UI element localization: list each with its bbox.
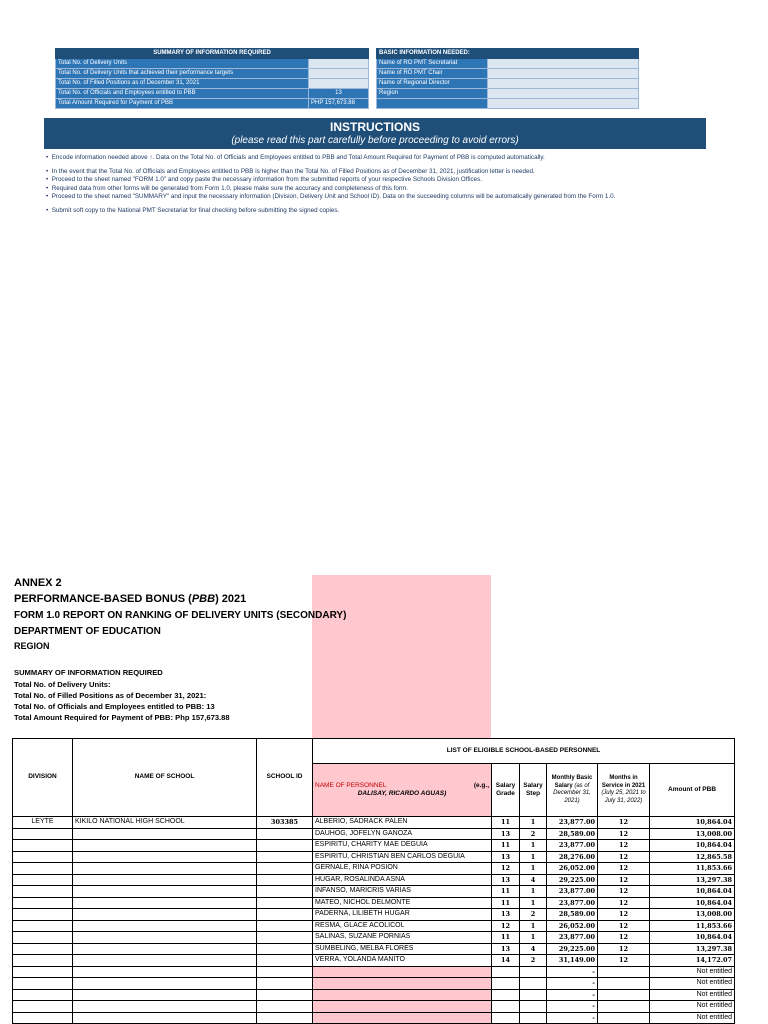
cell-salary-step[interactable] [520, 989, 547, 1001]
col-header-salary-grade: Salary Grade [492, 764, 520, 817]
col-header-salary-step: Salary Step [520, 764, 547, 817]
department-title: DEPARTMENT OF EDUCATION [14, 626, 161, 637]
cell-school-id[interactable] [257, 943, 313, 955]
cell-monthly-salary[interactable]: 23,877.00 [547, 817, 598, 829]
summary-row [56, 99, 369, 109]
basic-info-row [377, 89, 639, 99]
instruction-item: • Encode information needed above ↑. Data on the Total No. of Officials and Employees entitled to PBB and Total Amount Required for Payment of PBB is computed automatically. [46, 154, 545, 161]
cell-monthly-salary[interactable]: 26,052.00 [547, 920, 598, 932]
cell-personnel-name[interactable]: GERNALE, RINA POSION [313, 863, 492, 875]
cell-school[interactable] [73, 863, 257, 875]
cell-school-id[interactable] [257, 874, 313, 886]
cell-salary-step[interactable]: 4 [520, 943, 547, 955]
cell-salary-grade[interactable]: 11 [492, 840, 520, 852]
cell-personnel-name[interactable]: RESMA, GLACE ACOLICOL [313, 920, 492, 932]
cell-monthly-salary[interactable]: - [547, 978, 598, 990]
cell-monthly-salary[interactable]: 23,877.00 [547, 886, 598, 898]
cell-monthly-salary[interactable]: 31,149.00 [547, 955, 598, 967]
cell-months-service[interactable]: 12 [598, 828, 650, 840]
cell-amount[interactable]: Not entitled [650, 978, 735, 990]
cell-salary-grade[interactable]: 11 [492, 886, 520, 898]
cell-school-id[interactable] [257, 886, 313, 898]
cell-division[interactable] [13, 897, 73, 909]
cell-amount[interactable]: 13,297.38 [650, 874, 735, 886]
summary-text-line: Total No. of Officials and Employees entitled to PBB: 13 [14, 702, 215, 711]
cell-monthly-salary[interactable]: 23,877.00 [547, 840, 598, 852]
cell-school[interactable] [73, 851, 257, 863]
summary-label: Total Amount Required for Payment of PBB [56, 99, 309, 109]
annex-label: ANNEX 2 [14, 577, 62, 589]
table-row [13, 978, 735, 990]
summary-value: 13 [309, 89, 369, 99]
cell-months-service[interactable] [598, 978, 650, 990]
cell-division[interactable] [13, 1001, 73, 1013]
cell-amount[interactable]: 13,297.38 [650, 943, 735, 955]
col-header-school-id: SCHOOL ID [257, 739, 313, 817]
table-row [13, 955, 735, 967]
cell-personnel-name[interactable] [313, 978, 492, 990]
cell-division[interactable] [13, 863, 73, 875]
cell-personnel-name[interactable]: VERRA, YOLANDA MANITO [313, 955, 492, 967]
cell-school-id[interactable] [257, 932, 313, 944]
basic-info-label: Name of RO PMT Chair [377, 69, 488, 79]
cell-salary-grade[interactable]: 12 [492, 863, 520, 875]
cell-school-id[interactable] [257, 920, 313, 932]
cell-school[interactable] [73, 897, 257, 909]
instruction-item: • Required data from other forms will be generated from Form 1.0, please make sure the accuracy and completeness of this form. [46, 184, 409, 192]
cell-school[interactable] [73, 932, 257, 944]
col-header-amount: Amount of PBB [650, 764, 735, 817]
cell-salary-step[interactable]: 1 [520, 817, 547, 829]
cell-personnel-name[interactable]: MATEO, NICHOL DELMONTE [313, 897, 492, 909]
col-header-months-service: Months in Service in 2021 (July 25, 2021 to July 31, 2022) [598, 764, 650, 817]
cell-personnel-name[interactable]: HUGAR, ROSALINDA ASNA [313, 874, 492, 886]
cell-personnel-name[interactable]: DAUHOG, JOFELYN GANOZA [313, 828, 492, 840]
instruction-item: • In the event that the Total No. of Officials and Employees entitled to PBB is higher than the Total No. of Filled Positions as of December 31, 2021, justification letter is needed. [46, 168, 535, 176]
cell-months-service[interactable]: 12 [598, 863, 650, 875]
cell-salary-grade[interactable] [492, 989, 520, 1001]
table-row [13, 1012, 735, 1024]
cell-salary-grade[interactable]: 11 [492, 932, 520, 944]
table-row [13, 920, 735, 932]
table-row [13, 840, 735, 852]
cell-amount[interactable]: 10,864.04 [650, 817, 735, 829]
cell-division[interactable] [13, 989, 73, 1001]
highlight-column-area [312, 575, 491, 738]
cell-school[interactable] [73, 874, 257, 886]
cell-salary-step[interactable] [520, 1001, 547, 1013]
instructions-title: INSTRUCTIONS [330, 120, 420, 134]
cell-monthly-salary[interactable]: - [547, 966, 598, 978]
cell-amount[interactable]: 10,864.04 [650, 897, 735, 909]
summary-value-field[interactable] [309, 59, 369, 69]
basic-info-row [377, 99, 639, 109]
cell-months-service[interactable]: 12 [598, 943, 650, 955]
summary-row [56, 59, 369, 69]
cell-months-service[interactable]: 12 [598, 874, 650, 886]
cell-personnel-name[interactable]: SALINAS, SUZANE PORNIAS [313, 932, 492, 944]
summary-text-line: Total No. of Filled Positions as of December 31, 2021: [14, 691, 207, 700]
cell-amount[interactable]: 13,008.00 [650, 828, 735, 840]
cell-school[interactable] [73, 943, 257, 955]
cell-salary-grade[interactable]: 11 [492, 817, 520, 829]
cell-division[interactable] [13, 943, 73, 955]
cell-school[interactable] [73, 920, 257, 932]
basic-info-field[interactable] [488, 99, 639, 109]
cell-school[interactable] [73, 966, 257, 978]
cell-school[interactable] [73, 1001, 257, 1013]
summary-info-header: SUMMARY OF INFORMATION REQUIRED [56, 49, 369, 59]
basic-info-field[interactable] [488, 79, 639, 89]
cell-months-service[interactable]: 12 [598, 851, 650, 863]
cell-salary-grade[interactable]: 13 [492, 828, 520, 840]
cell-salary-step[interactable]: 1 [520, 920, 547, 932]
pbb-title: PERFORMANCE-BASED BONUS (PBB) 2021 [14, 593, 247, 605]
cell-monthly-salary[interactable]: 23,877.00 [547, 897, 598, 909]
cell-salary-grade[interactable]: 14 [492, 955, 520, 967]
cell-division[interactable] [13, 920, 73, 932]
cell-division[interactable] [13, 886, 73, 898]
summary-row [56, 79, 369, 89]
cell-school[interactable] [73, 978, 257, 990]
cell-personnel-name[interactable]: PADERNA, LILIBETH HUGAR [313, 909, 492, 921]
cell-months-service[interactable] [598, 1012, 650, 1024]
basic-info-field[interactable] [488, 69, 639, 79]
cell-months-service[interactable]: 12 [598, 840, 650, 852]
cell-division[interactable]: LEYTE [13, 817, 73, 829]
cell-personnel-name[interactable]: ESPIRITU, CHRISTIAN BEN CARLOS DEGUIA [313, 851, 492, 863]
summary-text-heading: SUMMARY OF INFORMATION REQUIRED [14, 668, 163, 677]
cell-division[interactable] [13, 978, 73, 990]
cell-amount[interactable]: Not entitled [650, 1012, 735, 1024]
cell-school[interactable] [73, 1012, 257, 1024]
instructions-subtitle: (please read this part carefully before proceeding to avoid errors) [231, 135, 519, 146]
cell-school-id[interactable] [257, 989, 313, 1001]
summary-row [56, 69, 369, 79]
cell-salary-step[interactable]: 1 [520, 897, 547, 909]
basic-info-table [376, 48, 639, 109]
cell-school-id[interactable] [257, 863, 313, 875]
cell-school-id[interactable] [257, 909, 313, 921]
summary-label: Total No. of Filled Positions as of December 31, 2021 [56, 79, 309, 89]
cell-monthly-salary[interactable]: 28,589.00 [547, 828, 598, 840]
cell-salary-step[interactable]: 1 [520, 840, 547, 852]
cell-personnel-name[interactable]: ALBERIO, SADRACK PALEN [313, 817, 492, 829]
table-row [13, 909, 735, 921]
summary-value-field[interactable] [309, 79, 369, 89]
cell-months-service[interactable] [598, 966, 650, 978]
cell-school-id[interactable] [257, 840, 313, 852]
cell-school-id[interactable] [257, 978, 313, 990]
cell-school[interactable] [73, 955, 257, 967]
summary-label: Total No. of Delivery Units [56, 59, 309, 69]
cell-monthly-salary[interactable]: 26,052.00 [547, 863, 598, 875]
cell-monthly-salary[interactable]: 29,225.00 [547, 943, 598, 955]
cell-personnel-name[interactable] [313, 989, 492, 1001]
form-title: FORM 1.0 REPORT ON RANKING OF DELIVERY UNITS (SECONDARY) [14, 610, 347, 621]
cell-monthly-salary[interactable]: - [547, 1001, 598, 1013]
cell-school[interactable] [73, 828, 257, 840]
instructions-banner [44, 118, 706, 149]
cell-personnel-name[interactable] [313, 966, 492, 978]
cell-salary-grade[interactable] [492, 966, 520, 978]
cell-division[interactable] [13, 955, 73, 967]
cell-personnel-name[interactable] [313, 1012, 492, 1024]
cell-division[interactable] [13, 851, 73, 863]
summary-value-field[interactable] [309, 69, 369, 79]
basic-info-field[interactable] [488, 89, 639, 99]
cell-salary-grade[interactable]: 13 [492, 874, 520, 886]
cell-school-id[interactable] [257, 851, 313, 863]
cell-amount[interactable]: 11,853.66 [650, 920, 735, 932]
basic-info-label: Region [377, 89, 488, 99]
cell-salary-grade[interactable]: 12 [492, 920, 520, 932]
cell-salary-grade[interactable] [492, 978, 520, 990]
cell-salary-grade[interactable]: 11 [492, 897, 520, 909]
summary-text-line: Total No. of Delivery Units: [14, 680, 111, 689]
cell-months-service[interactable] [598, 1001, 650, 1013]
cell-personnel-name[interactable]: INFANSO, MARICRIS VARIAS [313, 886, 492, 898]
cell-salary-grade[interactable] [492, 1012, 520, 1024]
cell-months-service[interactable] [598, 989, 650, 1001]
cell-school-id[interactable]: 303385 [257, 817, 313, 829]
summary-value: PHP 157,673.88 [309, 99, 369, 109]
summary-label: Total No. of Officials and Employees entitled to PBB [56, 89, 309, 99]
table-row [13, 863, 735, 875]
table-row [13, 943, 735, 955]
instruction-item: • Submit soft copy to the National PMT Secretariat for final checking before submitting the signed copies. [46, 207, 340, 215]
table-row [13, 828, 735, 840]
summary-info-table [55, 48, 369, 109]
cell-months-service[interactable]: 12 [598, 932, 650, 944]
summary-text-line: Total Amount Required for Payment of PBB: Php 157,673.88 [14, 713, 230, 722]
cell-amount[interactable]: 11,853.66 [650, 863, 735, 875]
table-row [13, 1001, 735, 1013]
cell-division[interactable] [13, 828, 73, 840]
basic-info-field[interactable] [488, 59, 639, 69]
table-row [13, 897, 735, 909]
instructions-list [46, 154, 706, 215]
cell-division[interactable] [13, 874, 73, 886]
cell-school-id[interactable] [257, 1012, 313, 1024]
cell-amount[interactable]: Not entitled [650, 1001, 735, 1013]
cell-personnel-name[interactable]: ESPIRITU, CHARITY MAE DEGUIA [313, 840, 492, 852]
cell-salary-step[interactable] [520, 1012, 547, 1024]
personnel-table [12, 738, 735, 1024]
cell-salary-step[interactable]: 1 [520, 886, 547, 898]
cell-amount[interactable]: 10,864.04 [650, 840, 735, 852]
cell-division[interactable] [13, 932, 73, 944]
cell-monthly-salary[interactable]: 28,589.00 [547, 909, 598, 921]
cell-school[interactable] [73, 840, 257, 852]
table-row [13, 932, 735, 944]
cell-amount[interactable]: 10,864.04 [650, 932, 735, 944]
cell-school[interactable]: KIKILO NATIONAL HIGH SCHOOL [73, 817, 257, 829]
cell-salary-step[interactable]: 2 [520, 909, 547, 921]
cell-monthly-salary[interactable]: 28,276.00 [547, 851, 598, 863]
cell-amount[interactable]: 10,864.04 [650, 886, 735, 898]
table-row [13, 851, 735, 863]
cell-salary-grade[interactable]: 13 [492, 943, 520, 955]
table-row [13, 874, 735, 886]
cell-salary-grade[interactable]: 13 [492, 851, 520, 863]
instruction-item: • Proceed to the sheet named "SUMMARY" and input the necessary information (Division, Delivery Unit and School ID). Data on the succeeding columns will be automatically generated from the Form 1.0. [46, 192, 616, 200]
cell-salary-step[interactable] [520, 978, 547, 990]
col-header-school: NAME OF SCHOOL [73, 739, 257, 817]
cell-salary-step[interactable]: 2 [520, 828, 547, 840]
cell-salary-step[interactable]: 1 [520, 932, 547, 944]
cell-amount[interactable]: 14,172.07 [650, 955, 735, 967]
cell-division[interactable] [13, 966, 73, 978]
table-row [13, 817, 735, 829]
basic-info-row [377, 79, 639, 89]
cell-monthly-salary[interactable]: 29,225.00 [547, 874, 598, 886]
cell-months-service[interactable]: 12 [598, 886, 650, 898]
col-header-personnel: NAME OF PERSONNEL (e.g., DALISAY, RICARDO AGUAS) [313, 764, 492, 817]
cell-division[interactable] [13, 909, 73, 921]
cell-salary-step[interactable]: 4 [520, 874, 547, 886]
cell-school[interactable] [73, 989, 257, 1001]
cell-salary-grade[interactable]: 13 [492, 909, 520, 921]
table-row [13, 886, 735, 898]
col-header-monthly-salary: Monthly Basic Salary (as of December 31, 2021) [547, 764, 598, 817]
cell-salary-step[interactable]: 1 [520, 863, 547, 875]
cell-salary-step[interactable]: 1 [520, 851, 547, 863]
cell-personnel-name[interactable] [313, 1001, 492, 1013]
cell-division[interactable] [13, 1012, 73, 1024]
table-row [13, 966, 735, 978]
cell-school-id[interactable] [257, 966, 313, 978]
cell-personnel-name[interactable]: SUMBELING, MELBA FLORES [313, 943, 492, 955]
basic-info-label: Name of RO PMT Secretariat [377, 59, 488, 69]
instruction-item: • Proceed to the sheet named "FORM 1.0" and copy paste the necessary information from the submitted reports of your respective Schools Division Offices. [46, 176, 483, 184]
cell-school-id[interactable] [257, 1001, 313, 1013]
cell-salary-step[interactable]: 2 [520, 955, 547, 967]
cell-months-service[interactable]: 12 [598, 920, 650, 932]
group-header: LIST OF ELIGIBLE SCHOOL-BASED PERSONNEL [313, 739, 735, 764]
cell-school[interactable] [73, 909, 257, 921]
cell-salary-grade[interactable] [492, 1001, 520, 1013]
basic-info-header: BASIC INFORMATION NEEDED: [377, 49, 639, 59]
cell-monthly-salary[interactable]: - [547, 1012, 598, 1024]
cell-amount[interactable]: Not entitled [650, 966, 735, 978]
cell-amount[interactable]: Not entitled [650, 989, 735, 1001]
basic-info-row [377, 69, 639, 79]
cell-months-service[interactable]: 12 [598, 909, 650, 921]
cell-amount[interactable]: 12,865.58 [650, 851, 735, 863]
region-label: REGION [14, 641, 50, 651]
cell-school[interactable] [73, 886, 257, 898]
cell-months-service[interactable]: 12 [598, 817, 650, 829]
cell-school-id[interactable] [257, 955, 313, 967]
cell-monthly-salary[interactable]: - [547, 989, 598, 1001]
col-header-division: DIVISION [13, 739, 73, 817]
basic-info-label [377, 99, 488, 109]
cell-months-service[interactable]: 12 [598, 955, 650, 967]
cell-division[interactable] [13, 840, 73, 852]
cell-monthly-salary[interactable]: 23,877.00 [547, 932, 598, 944]
cell-months-service[interactable]: 12 [598, 897, 650, 909]
summary-row [56, 89, 369, 99]
cell-school-id[interactable] [257, 897, 313, 909]
cell-amount[interactable]: 13,008.00 [650, 909, 735, 921]
basic-info-label: Name of Regional Director [377, 79, 488, 89]
basic-info-row [377, 59, 639, 69]
cell-school-id[interactable] [257, 828, 313, 840]
summary-label: Total No. of Delivery Units that achieved their performance targets [56, 69, 309, 79]
table-row [13, 989, 735, 1001]
cell-salary-step[interactable] [520, 966, 547, 978]
